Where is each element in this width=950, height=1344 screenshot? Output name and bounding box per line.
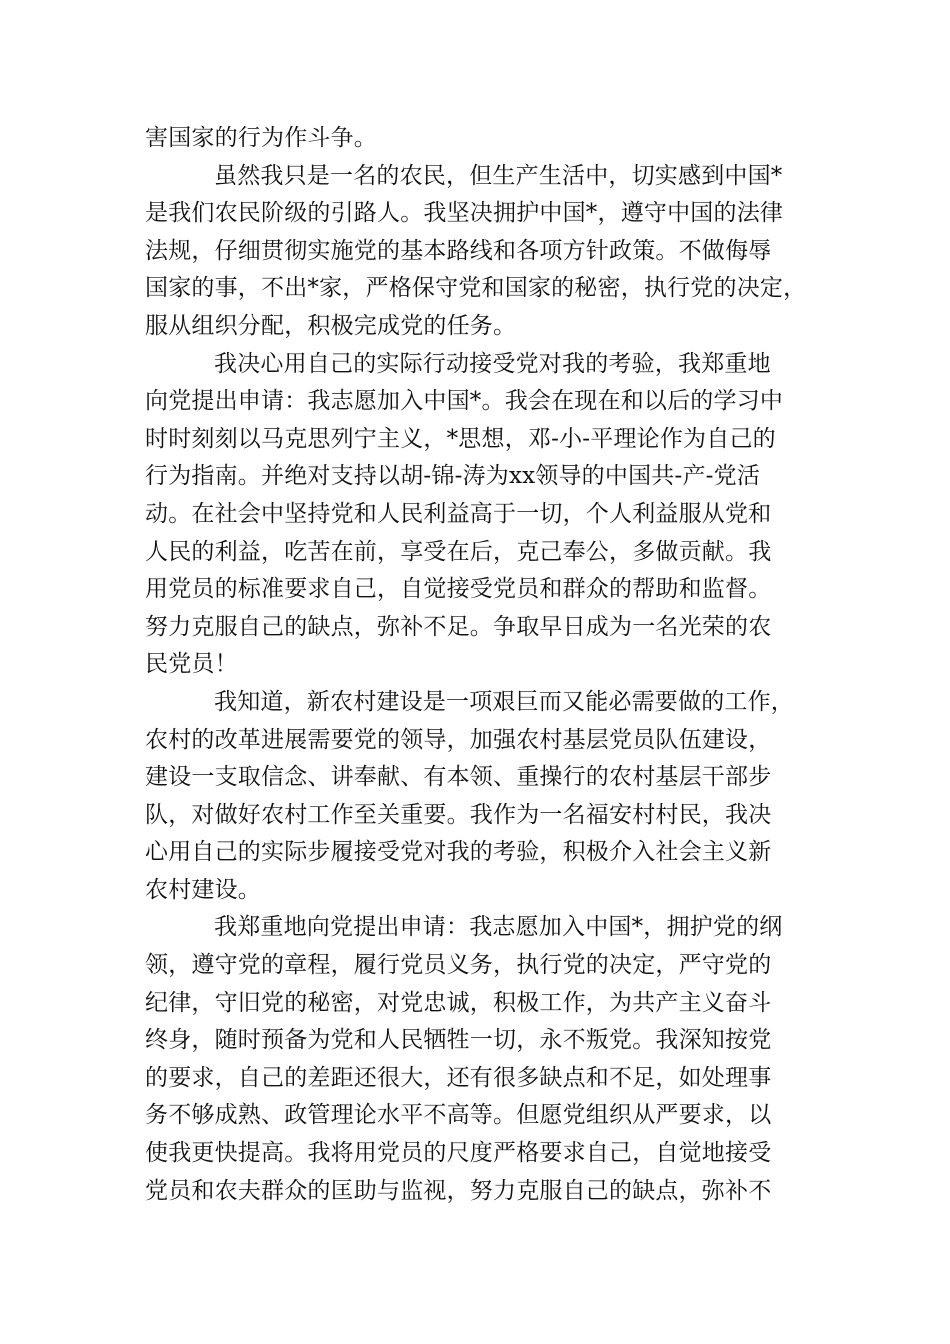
text-line: 向党提出申请：我志愿加入中国*。我会在现在和以后的学习中 bbox=[145, 388, 784, 415]
text-line: 国家的事，不出*家，严格保守党和国家的秘密，执行党的决定， bbox=[145, 275, 807, 302]
text-line: 用党员的标准要求自己，自觉接受党员和群众的帮助和监督。 bbox=[145, 576, 772, 603]
text-line: 法规，仔细贯彻实施党的基本路线和各项方针政策。不做侮辱 bbox=[145, 237, 772, 264]
text-line: 农村的改革进展需要党的领导，加强农村基层党员队伍建设， bbox=[145, 726, 772, 753]
paragraph-first-line: 我郑重地向党提出申请：我志愿加入中国*，拥护党的纲 bbox=[214, 914, 783, 941]
text-line: 时时刻刻以马克思列宁主义，*思想，邓-小-平理论作为自己的 bbox=[145, 425, 776, 452]
paragraph-first-line: 虽然我只是一名的农民，但生产生活中，切实感到中国* bbox=[214, 162, 783, 189]
text-line: 领，遵守党的章程，履行党员义务，执行党的决定，严守党的 bbox=[145, 952, 772, 979]
text-line: 农村建设。 bbox=[145, 876, 261, 903]
paragraph-first-line: 我知道，新农村建设是一项艰巨而又能必需要做的工作， bbox=[214, 688, 794, 715]
text-line: 终身，随时预备为党和人民牺牲一切，永不叛党。我深知按党 bbox=[145, 1027, 772, 1054]
text-line: 务不够成熟、政管理论水平不高等。但愿党组织从严要求，以 bbox=[145, 1102, 772, 1129]
text-line: 的要求，自己的差距还很大，还有很多缺点和不足，如处理事 bbox=[145, 1064, 772, 1091]
text-line: 纪律，守旧党的秘密，对党忠诚，积极工作，为共产主义奋斗 bbox=[145, 989, 772, 1016]
text-line: 努力克服自己的缺点，弥补不足。争取早日成为一名光荣的农 bbox=[145, 613, 772, 640]
text-line: 队，对做好农村工作至关重要。我作为一名福安村村民，我决 bbox=[145, 801, 772, 828]
document-body bbox=[145, 120, 810, 1210]
paragraph-first-line: 我决心用自己的实际行动接受党对我的考验，我郑重地 bbox=[214, 350, 771, 377]
text-line: 建设一支取信念、讲奉献、有本领、重操行的农村基层干部步 bbox=[145, 764, 772, 791]
text-line: 人民的利益，吃苦在前，享受在后，克己奉公，多做贡献。我 bbox=[145, 538, 772, 565]
text-line: 害国家的行为作斗争。 bbox=[145, 125, 377, 151]
text-line: 动。在社会中坚持党和人民利益高于一切，个人利益服从党和 bbox=[145, 500, 772, 527]
text-line: 行为指南。并绝对支持以胡-锦-涛为xx领导的中国共-产-党活 bbox=[145, 463, 761, 490]
text-line: 党员和农夫群众的匡助与监视，努力克服自己的缺点，弥补不 bbox=[145, 1177, 772, 1204]
text-line: 心用自己的实际步履接受党对我的考验，积极介入社会主义新 bbox=[145, 839, 772, 866]
text-line: 服从组织分配，积极完成党的任务。 bbox=[145, 312, 517, 339]
text-line: 是我们农民阶级的引路人。我坚决拥护中国*，遵守中国的法律 bbox=[145, 200, 784, 227]
text-line: 使我更快提高。我将用党员的尺度严格要求自己，自觉地接受 bbox=[145, 1140, 772, 1167]
text-line: 民党员！ bbox=[145, 651, 238, 678]
